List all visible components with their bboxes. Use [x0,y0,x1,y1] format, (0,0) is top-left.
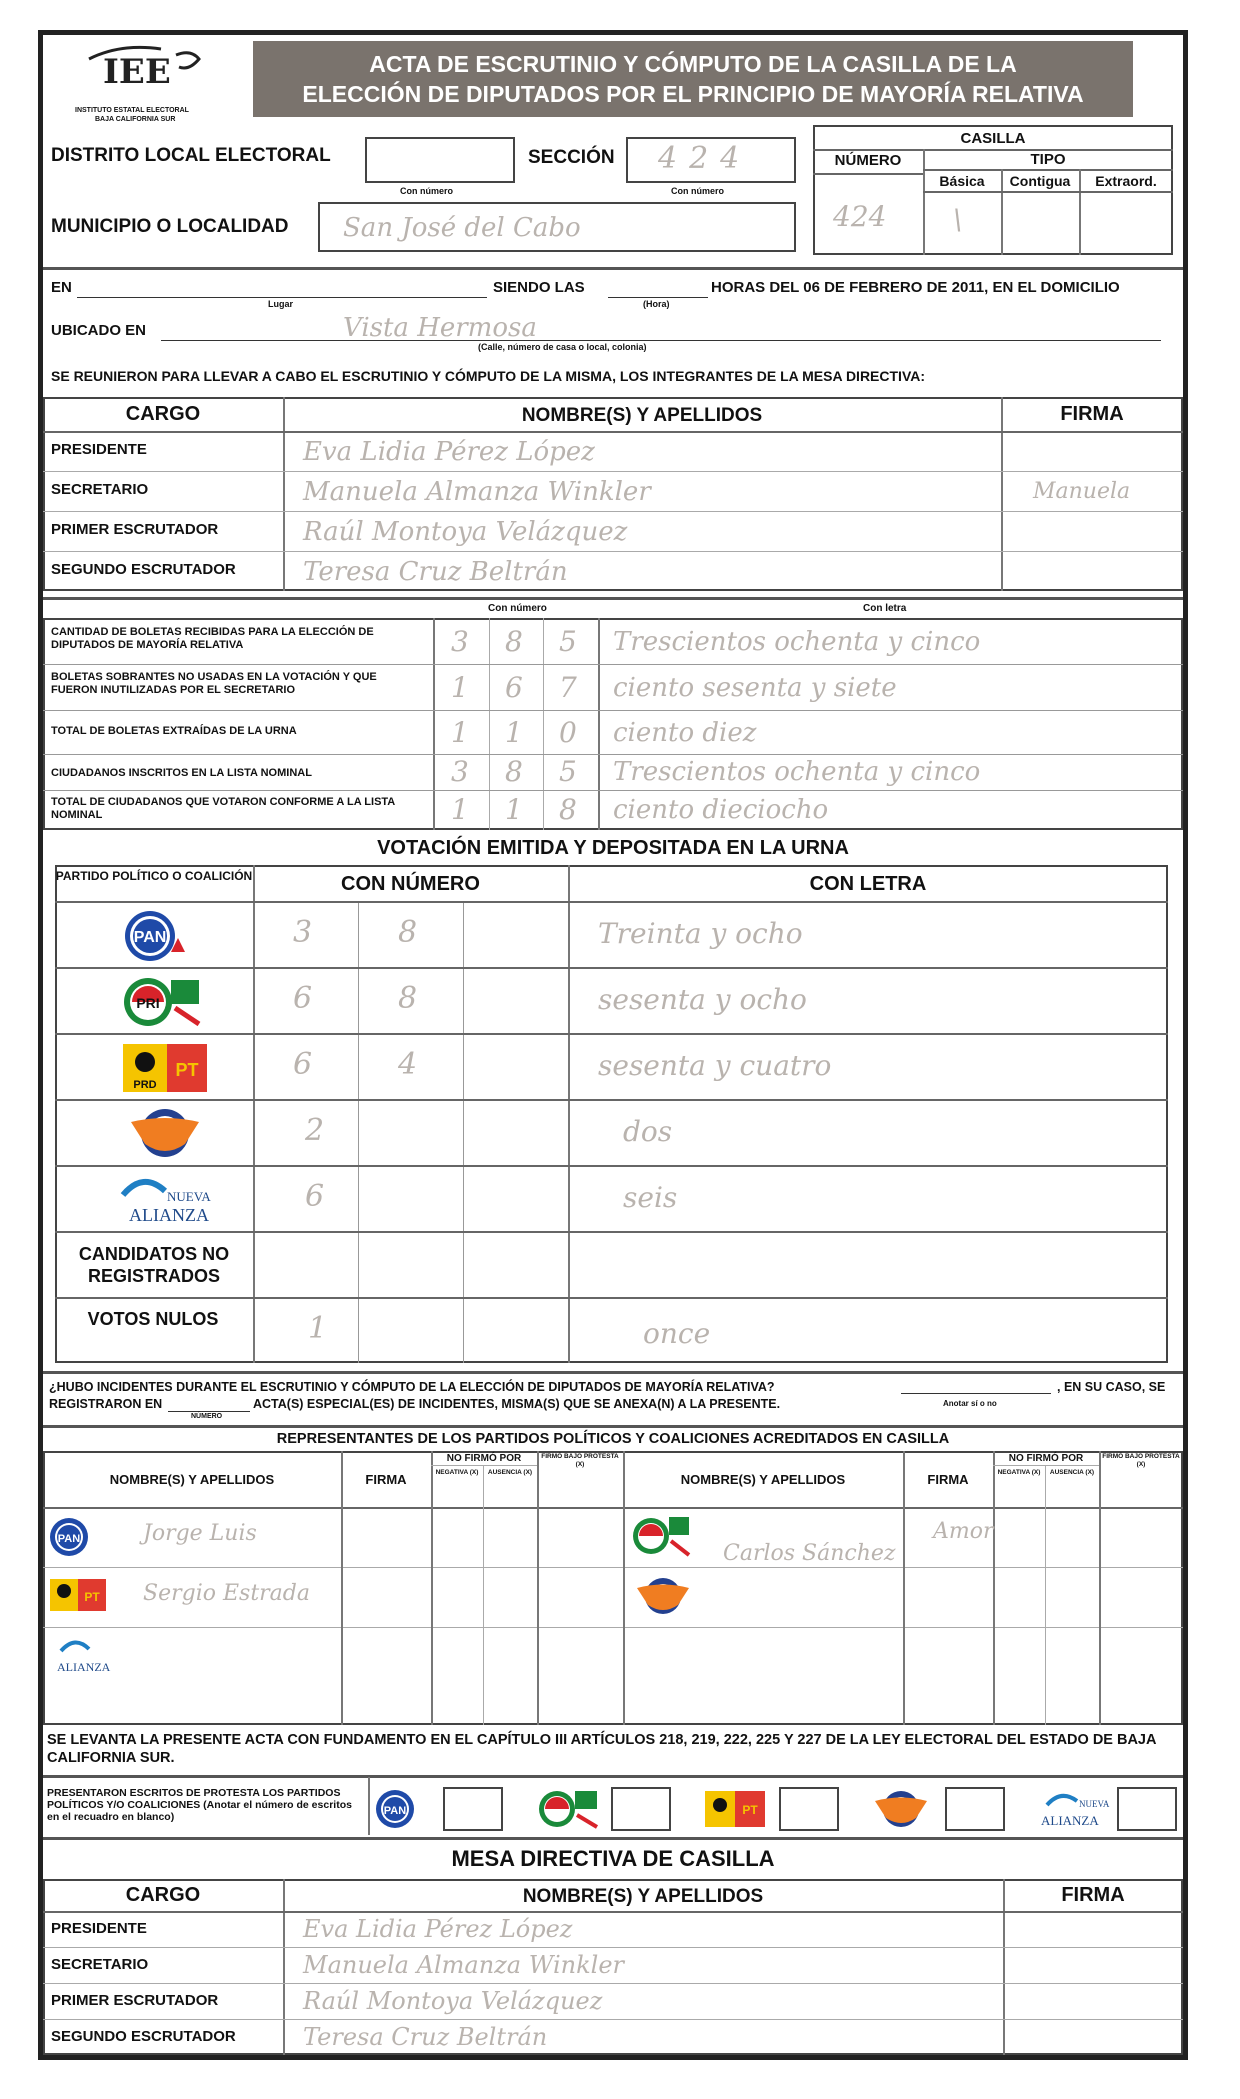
rep-left-name: Sergio Estrada [143,1581,310,1606]
boleta-digit: 1 [505,793,523,826]
mesa-row-cargo: SECRETARIO [51,481,149,498]
incidentes-numero-line[interactable] [168,1411,250,1412]
mesa-row-cargo: PRESIDENTE [51,441,147,458]
boleta-digit: 6 [505,671,523,704]
incidentes-line1: ¿HUBO INCIDENTES DURANTE EL ESCRUTINIO Y CÓMPUTO DE LA ELECCIÓN DE DIPUTADOS DE MAYORÍA RELATIVA? [49,1380,775,1394]
horas-text: HORAS DEL 06 DE FEBRERO DE 2011, EN EL DOMICILIO [711,279,1120,296]
boleta-digit: 7 [559,671,577,704]
en-label: EN [51,279,72,296]
incidentes-line1-end: , EN SU CASO, SE [1057,1380,1166,1394]
boleta-digit: 0 [559,716,577,749]
casilla-numero-value: 424 [833,200,887,233]
partido-header: PARTIDO POLÍTICO O COALICIÓN [55,869,253,883]
mesa2-row-nombre: Raúl Montoya Velázquez [303,1987,603,2015]
mesa-cargo-header: CARGO [125,403,201,425]
mesa-row-nombre: Eva Lidia Pérez López [303,437,595,467]
mesa2-row-cargo: PRESIDENTE [51,1920,147,1937]
boleta-label: CANTIDAD DE BOLETAS RECIBIDAS PARA LA ELECCIÓN DE DIPUTADOS DE MAYORÍA RELATIVA [51,626,374,651]
municipio-label: MUNICIPIO O LOCALIDAD [51,216,289,237]
hora-hint: (Hora) [643,299,670,309]
pan-logo-text: PAN [133,929,167,946]
acta-title [253,41,1133,117]
candidatos-no-registrados: CANDIDATOS NO REGISTRADOS [78,1244,230,1286]
institute-line2: BAJA CALIFORNIA SUR [95,116,176,123]
ubicado-line[interactable] [161,340,1161,341]
voto-letra: dos [623,1115,673,1148]
boleta-label: TOTAL DE CIUDADANOS QUE VOTARON CONFORME A LA LISTA NOMINAL [51,796,395,821]
mesa-nombres-header: NOMBRE(S) Y APELLIDOS [521,405,763,426]
voto-digit: 6 [293,981,313,1016]
anotar-hint: Anotar sí o no [943,1399,997,1408]
numero-label: NÚMERO [834,152,902,169]
boleta-letra: Trescientos ochenta y cinco [613,627,981,657]
boleta-digit: 1 [451,793,469,826]
nueva-text: NUEVA [167,1189,211,1204]
pri-logo-text: PRI [136,995,160,1011]
protesta-nueva-text: NUEVA [1079,1799,1110,1809]
rep-nofirmo-left: NO FIRMÓ POR [446,1453,522,1464]
tipo-label: TIPO [1030,151,1066,168]
pri-pvem-icon [631,1513,691,1559]
voto-digit: 8 [398,915,418,950]
rep-right-name: Carlos Sánchez [723,1541,896,1566]
protesta-alianza-text: ALIANZA [1041,1813,1099,1828]
rep-firmo-bajo-left: FIRMÓ BAJO PROTESTA (X) [541,1453,619,1468]
pan-icon [49,1515,99,1559]
extraord-label: Extraord. [1095,173,1157,189]
voto-letra: Treinta y ocho [598,917,803,950]
voto-digit: 8 [398,981,418,1016]
rep-nombres-header-right: NOMBRE(S) Y APELLIDOS [680,1472,846,1487]
boletas-con-numero: Con número [488,603,547,614]
protesta-pt-text: PT [742,1803,758,1817]
seccion-value: 424 [658,141,752,176]
boleta-digit: 5 [559,625,577,658]
protesta-pan-icon [373,1787,433,1831]
alianza-text: ALIANZA [129,1205,209,1225]
mesa2-row-nombre: Eva Lidia Pérez López [303,1915,573,1943]
boleta-label: TOTAL DE BOLETAS EXTRAÍDAS DE LA URNA [51,725,297,737]
rep-ausencia-right: AUSENCIA (X) [1049,1469,1095,1476]
mesa2-row-cargo: SEGUNDO ESCRUTADOR [51,2028,236,2045]
pan-logo [123,908,193,964]
title-line2: ELECCIÓN DE DIPUTADOS POR EL PRINCIPIO DE MAYORÍA RELATIVA [302,81,1084,107]
mesa2-row-cargo: SECRETARIO [51,1956,149,1973]
rep-ausencia-left: AUSENCIA (X) [487,1469,533,1476]
mesa2-firma-header: FIRMA [1061,1884,1125,1906]
pt-logo-text: PT [175,1060,199,1080]
distrito-hint: Con número [400,186,453,196]
mesa2-row-nombre: Manuela Almanza Winkler [303,1951,624,1979]
title-line1: ACTA DE ESCRUTINIO Y CÓMPUTO DE LA CASILLA DE LA [369,51,1017,77]
incidentes-line2a: REGISTRARON EN [49,1397,163,1411]
boleta-letra: ciento dieciocho [613,795,829,825]
voto-digit: 3 [293,915,313,950]
distrito-field[interactable] [365,137,515,183]
boleta-digit: 1 [451,716,469,749]
rep-left-name: Jorge Luis [143,1521,257,1546]
convergencia-icon [633,1573,693,1619]
casilla-tipo-mark: \ [953,203,963,236]
casilla-title: CASILLA [960,130,1026,147]
voto-letra: sesenta y ocho [598,983,807,1016]
lugar-line[interactable] [77,297,487,298]
protesta-text: PRESENTARON ESCRITOS DE PROTESTA LOS PARTIDOS POLÍTICOS Y/O COALICIONES (Anotar el número de escritos en el recuadro en blanco) [47,1787,352,1823]
municipio-value: San José del Cabo [343,213,581,243]
boleta-digit: 1 [505,716,523,749]
protesta-conv-box[interactable] [945,1787,1005,1831]
siendo-label: SIENDO LAS [493,279,585,296]
mesa-row-nombre: Raúl Montoya Velázquez [303,517,628,547]
mesa2-nombres-header: NOMBRE(S) Y APELLIDOS [522,1886,764,1907]
mesa-row-cargo: PRIMER ESCRUTADOR [51,521,219,538]
protesta-pan-text: PAN [383,1805,407,1817]
ubicado-label: UBICADO EN [51,322,147,339]
voto-digit: 6 [293,1047,313,1082]
protesta-pri-box[interactable] [611,1787,671,1831]
mesa-row-nombre: Teresa Cruz Beltrán [303,557,568,587]
boleta-digit: 8 [559,793,577,826]
con-letra-header: CON LETRA [809,873,927,895]
con-numero-header: CON NÚMERO [341,873,480,895]
protesta-prd-pt-icon [703,1787,767,1831]
reunieron-text: SE REUNIERON PARA LLEVAR A CABO EL ESCRUTINIO Y CÓMPUTO DE LA MISMA, LOS INTEGRANTES DE LA MESA DIRECTIVA: [51,368,926,384]
voto-letra: once [643,1317,711,1350]
mesa2-row-nombre: Teresa Cruz Beltrán [303,2023,548,2051]
boleta-digit: 8 [505,755,523,788]
rep-negativa-right: NEGATIVA (X) [997,1469,1041,1476]
voto-digit: 4 [398,1047,418,1082]
protesta-na-box[interactable] [1117,1787,1177,1831]
incidentes-line2b: ACTA(S) ESPECIAL(ES) DE INCIDENTES, MISMA(S) QUE SE ANEXA(N) A LA PRESENTE. [253,1397,781,1411]
distrito-label: DISTRITO LOCAL ELECTORAL [51,145,331,166]
numero-hint: NÚMERO [191,1413,223,1420]
seccion-label: SECCIÓN [528,147,615,168]
boleta-digit: 8 [505,625,523,658]
mesa-row-nombre: Manuela Almanza Winkler [303,477,651,507]
ubicado-hint: (Calle, número de casa o local, colonia) [478,342,647,352]
voto-digit: 1 [308,1311,328,1346]
boleta-letra: Trescientos ochenta y cinco [613,757,981,787]
votos-nulos: VOTOS NULOS [87,1309,219,1329]
representantes-title: REPRESENTANTES DE LOS PARTIDOS POLÍTICOS Y COALICIONES ACREDITADOS EN CASILLA [276,1431,950,1447]
mesa-firma-header: FIRMA [1060,403,1124,425]
protesta-convergencia-icon [869,1787,933,1831]
hora-line[interactable] [608,297,708,298]
logo-text: IEE [103,52,171,92]
pt-icon-text: PT [84,1590,100,1604]
protesta-prd-box[interactable] [779,1787,839,1831]
pan-icon-text: PAN [57,1533,81,1545]
boleta-label: CIUDADANOS INSCRITOS EN LA LISTA NOMINAL [51,767,312,779]
boleta-digit: 3 [451,755,469,788]
rep-right-name: Amor [933,1519,994,1544]
boleta-digit: 5 [559,755,577,788]
protesta-pan-box[interactable] [443,1787,503,1831]
rep-nombres-header-left: NOMBRE(S) Y APELLIDOS [109,1472,275,1487]
nueva-alianza-logo [103,1171,213,1229]
boleta-digit: 3 [451,625,469,658]
ubicado-value: Vista Hermosa [343,313,537,343]
nueva-alianza-icon [49,1635,119,1675]
boleta-letra: ciento diez [613,718,757,748]
iee-logo [81,41,211,101]
rep-firma-header-right: FIRMA [927,1472,969,1487]
lugar-hint: Lugar [268,299,294,309]
boletas-con-letra: Con letra [863,603,907,614]
acta-sheet [38,30,1188,2060]
voto-digit: 6 [305,1179,325,1214]
votacion-title: VOTACIÓN EMITIDA Y DEPOSITADA EN LA URNA [377,837,849,859]
pri-pvem-logo [123,974,203,1030]
rep-firmo-bajo-right: FIRMÓ BAJO PROTESTA (X) [1102,1453,1180,1468]
voto-letra: seis [623,1181,678,1214]
prd-pt-logo [121,1040,211,1096]
voto-digit: 2 [305,1113,325,1148]
convergencia-logo [125,1104,205,1162]
voto-letra: sesenta y cuatro [598,1049,832,1082]
contigua-label: Contigua [1009,173,1071,189]
institute-line1: INSTITUTO ESTATAL ELECTORAL [75,107,189,114]
mesa2-title: MESA DIRECTIVA DE CASILLA [451,1846,775,1871]
boleta-letra: ciento sesenta y siete [613,673,897,703]
incidentes-answer-line[interactable] [901,1393,1051,1394]
seccion-hint: Con número [671,186,724,196]
rep-firma-header-left: FIRMA [365,1472,407,1487]
basica-label: Básica [939,173,985,189]
prd-pt-icon [49,1575,109,1615]
mesa-row-firma: Manuela [1033,479,1131,504]
rep-negativa-left: NEGATIVA (X) [435,1469,479,1476]
protesta-nueva-alianza-icon [1033,1787,1117,1831]
fundamento-text: SE LEVANTA LA PRESENTE ACTA CON FUNDAMENTO EN EL CAPÍTULO III ARTÍCULOS 218, 219, 222, 225 Y 227 DE LA LEY ELECTORAL DEL ESTADO DE BAJA CALIFORNIA SUR. [47,1732,1156,1766]
boleta-label: BOLETAS SOBRANTES NO USADAS EN LA VOTACIÓN Y QUE FUERON INUTILIZADAS POR EL SECRETARIO [51,671,377,696]
alianza-icon-text: ALIANZA [57,1660,111,1674]
protesta-pri-icon [537,1787,601,1831]
mesa-row-cargo: SEGUNDO ESCRUTADOR [51,561,236,578]
boleta-digit: 1 [451,671,469,704]
rep-nofirmo-right: NO FIRMÓ POR [1008,1453,1084,1464]
mesa2-row-cargo: PRIMER ESCRUTADOR [51,1992,219,2009]
prd-logo-text: PRD [133,1079,157,1091]
mesa2-cargo-header: CARGO [125,1884,201,1906]
